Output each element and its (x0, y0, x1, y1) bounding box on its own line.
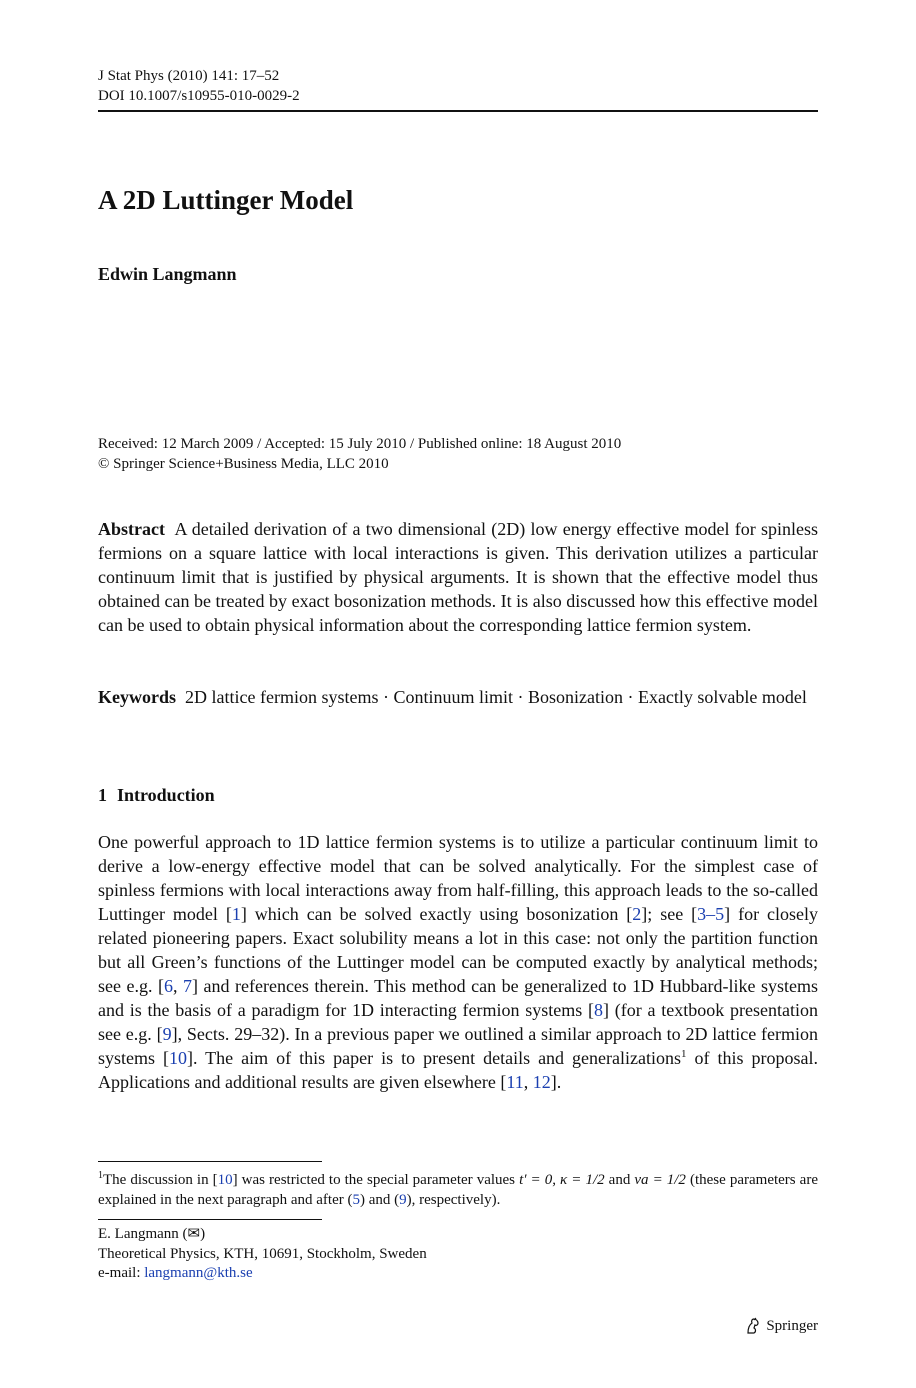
institution: Theoretical Physics, KTH, 10691, Stockholm, Sweden (98, 1245, 427, 1262)
equation-link[interactable]: 9 (399, 1192, 407, 1208)
intro-paragraph (98, 830, 818, 1094)
intro-text: , (523, 1072, 533, 1092)
citation-link[interactable]: 10 (169, 1048, 187, 1068)
citation-link[interactable]: 12 (532, 1072, 551, 1092)
citation-link[interactable]: 10 (217, 1172, 233, 1188)
springer-horse-icon (744, 1317, 762, 1335)
intro-text: of this proposal. Applications and additional results are given elsewhere [ (98, 1048, 818, 1092)
email-link[interactable]: langmann@kth.se (144, 1265, 253, 1281)
equation-link[interactable]: 5 (352, 1192, 360, 1208)
footnote-marker[interactable]: 1 (681, 1048, 687, 1060)
intro-text: ]. (550, 1072, 562, 1092)
intro-text: , (172, 976, 183, 996)
citation-link[interactable]: 9 (162, 1024, 172, 1044)
email-line (98, 1264, 427, 1284)
footnote-number: 1 (98, 1170, 103, 1181)
section-title: Introduction (117, 785, 215, 805)
footnote-text: , (552, 1172, 561, 1188)
keywords-text: 2D lattice fermion systems · Continuum limit · Bosonization · Exactly solvable model (185, 687, 807, 707)
journal-citation: J Stat Phys (2010) 141: 17–52 (98, 68, 280, 84)
paper-title: A 2D Luttinger Model (98, 185, 354, 215)
doi-line: DOI 10.1007/s10955-010-0029-2 (98, 88, 300, 104)
history-line: Received: 12 March 2009 / Accepted: 15 July 2010 / Published online: 18 August 2010 (98, 436, 622, 452)
corresponding-author: E. Langmann (✉) (98, 1226, 206, 1242)
publisher-logo (744, 1316, 818, 1336)
keywords (98, 685, 818, 709)
publisher-name: Springer (766, 1318, 818, 1334)
intro-text: ] for closely related pioneering papers. Exact solubility means a lot in this case: not only the partition function but all Green’s functions of the Luttinger model can be computed exactly by analytical methods; see e.g. [ (98, 904, 819, 996)
intro-text: ] and references therein. This method can be generalized to 1D Hubbard-like systems and is the basis of a paradigm for 1D interacting fermion systems [ (98, 976, 819, 1020)
publication-dates (98, 435, 621, 474)
intro-text: ]; see [ (641, 904, 698, 924)
footnote-text: ), respectively). (406, 1192, 501, 1208)
footnote-text: ] was restricted to the special parameter values (232, 1172, 520, 1188)
footnote-rule (98, 1161, 322, 1162)
footnote-text: ) and ( (359, 1192, 400, 1208)
author-name: Edwin Langmann (98, 264, 237, 284)
footnote (98, 1170, 818, 1210)
header-rule (98, 110, 818, 112)
abstract-text: A detailed derivation of a two dimensional (2D) low energy effective model for spinless fermions on a square lattice with local interactions is given. This derivation utilizes a particular continuum limit that is justified by physical arguments. It is shown that the effective model thus obtained can be treated by exact bosonization methods. It is also discussed how this effective model can be used to obtain physical information about the corresponding lattice fermion system. (98, 519, 818, 635)
intro-text: ] which can be solved exactly using bosonization [ (240, 904, 633, 924)
affiliation (98, 1225, 427, 1284)
math-expression: κ = 1/2 (560, 1172, 605, 1188)
email-label: e-mail: (98, 1265, 145, 1281)
intro-text: One powerful approach to 1D lattice fermion systems is to utilize a particular continuum limit to derive a low-energy effective model that can be solved analytically. For the simplest case of spinless fermions with local interactions away from half-filling, this approach leads to the so-called Luttinger model [ (98, 832, 818, 924)
paper-page (98, 0, 818, 1388)
math-expression: νa = 1/2 (634, 1172, 686, 1188)
citation-link[interactable]: 7 (183, 976, 192, 996)
intro-text: ]. The aim of this paper is to present details and generalizations (187, 1048, 682, 1068)
affiliation-rule (98, 1219, 322, 1220)
copyright-line: © Springer Science+Business Media, LLC 2010 (98, 455, 389, 472)
journal-header (98, 66, 300, 106)
footnote-text: The discussion in [ (103, 1172, 218, 1188)
section-number: 1 (98, 785, 107, 805)
math-expression: t′ = 0 (519, 1172, 553, 1188)
section-heading (98, 783, 215, 807)
citation-link[interactable]: 8 (594, 1000, 604, 1020)
citation-link[interactable]: 2 (632, 904, 642, 924)
intro-text: ] (for a textbook presentation see e.g. [ (98, 1000, 818, 1044)
citation-link[interactable]: 3–5 (697, 904, 725, 924)
citation-link[interactable]: 1 (231, 904, 241, 924)
citation-link[interactable]: 6 (163, 976, 173, 996)
keywords-label: Keywords (98, 687, 176, 707)
footnote-text: (these parameters are explained in the next paragraph and after ( (98, 1172, 818, 1208)
abstract (98, 517, 818, 637)
abstract-label: Abstract (98, 519, 165, 539)
intro-text: ], Sects. 29–32). In a previous paper we outlined a similar approach to 2D lattice fermion systems [ (98, 1024, 819, 1068)
citation-link[interactable]: 11 (506, 1072, 524, 1092)
footnote-text: and (604, 1172, 635, 1188)
